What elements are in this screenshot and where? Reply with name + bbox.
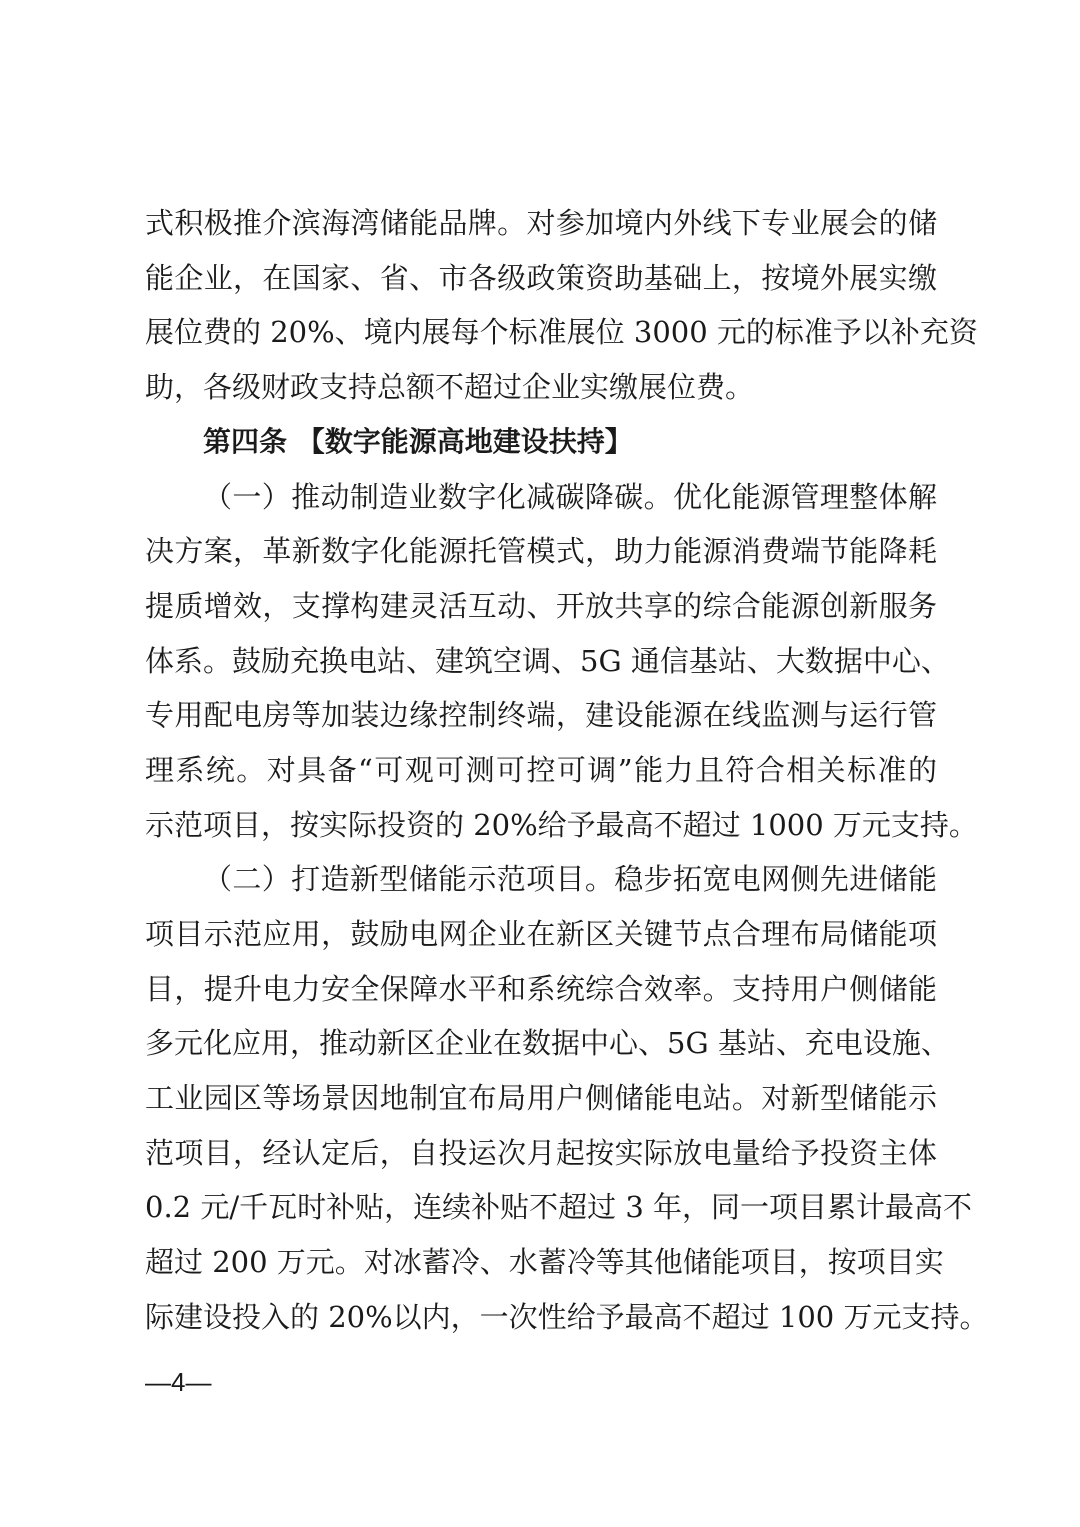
text-line: 助，各级财政支持总额不超过企业实缴展位费。 bbox=[145, 370, 755, 404]
text-line: 提质增效，支撑构建灵活互动、开放共享的综合能源创新服务 bbox=[145, 589, 937, 623]
section-2-first-line: （二）打造新型储能示范项目。稳步拓宽电网侧先进储能 bbox=[203, 862, 937, 896]
text-line: 目，提升电力安全保障水平和系统综合效率。支持用户侧储能 bbox=[145, 972, 937, 1006]
page-number: —4— bbox=[145, 1367, 212, 1397]
text-line: 际建设投入的 20%以内，一次性给予最高不超过 100 万元支持。 bbox=[145, 1300, 989, 1334]
text-line: 理系统。对具备“可观可测可控可调”能力且符合相关标准的 bbox=[145, 753, 937, 787]
text-line: 多元化应用，推动新区企业在数据中心、5G 基站、充电设施、 bbox=[145, 1026, 950, 1060]
text-line: 0.2 元/千瓦时补贴，连续补贴不超过 3 年，同一项目累计最高不 bbox=[145, 1190, 972, 1224]
text-line: 范项目，经认定后，自投运次月起按实际放电量给予投资主体 bbox=[145, 1136, 937, 1170]
text-line: 项目示范应用，鼓励电网企业在新区关键节点合理布局储能项 bbox=[145, 917, 937, 951]
text-line: 超过 200 万元。对冰蓄冷、水蓄冷等其他储能项目，按项目实 bbox=[145, 1245, 944, 1279]
section-1-first-line: （一）推动制造业数字化减碳降碳。优化能源管理整体解 bbox=[203, 480, 937, 514]
text-line: 工业园区等场景因地制宜布局用户侧储能电站。对新型储能示 bbox=[145, 1081, 937, 1115]
text-line: 示范项目，按实际投资的 20%给予最高不超过 1000 万元支持。 bbox=[145, 808, 978, 842]
text-line: 专用配电房等加装边缘控制终端，建设能源在线监测与运行管 bbox=[145, 698, 937, 732]
text-line: 能企业，在国家、省、市各级政策资助基础上，按境外展实缴 bbox=[145, 261, 937, 295]
text-line: 决方案，革新数字化能源托管模式，助力能源消费端节能降耗 bbox=[145, 534, 937, 568]
text-line: 展位费的 20%、境内展每个标准展位 3000 元的标准予以补充资 bbox=[145, 315, 978, 349]
text-line: 式积极推介滨海湾储能品牌。对参加境内外线下专业展会的储 bbox=[145, 206, 937, 240]
article-heading: 第四条 【数字能源高地建设扶持】 bbox=[203, 425, 633, 458]
text-line: 体系。鼓励充换电站、建筑空调、5G 通信基站、大数据中心、 bbox=[145, 644, 950, 678]
